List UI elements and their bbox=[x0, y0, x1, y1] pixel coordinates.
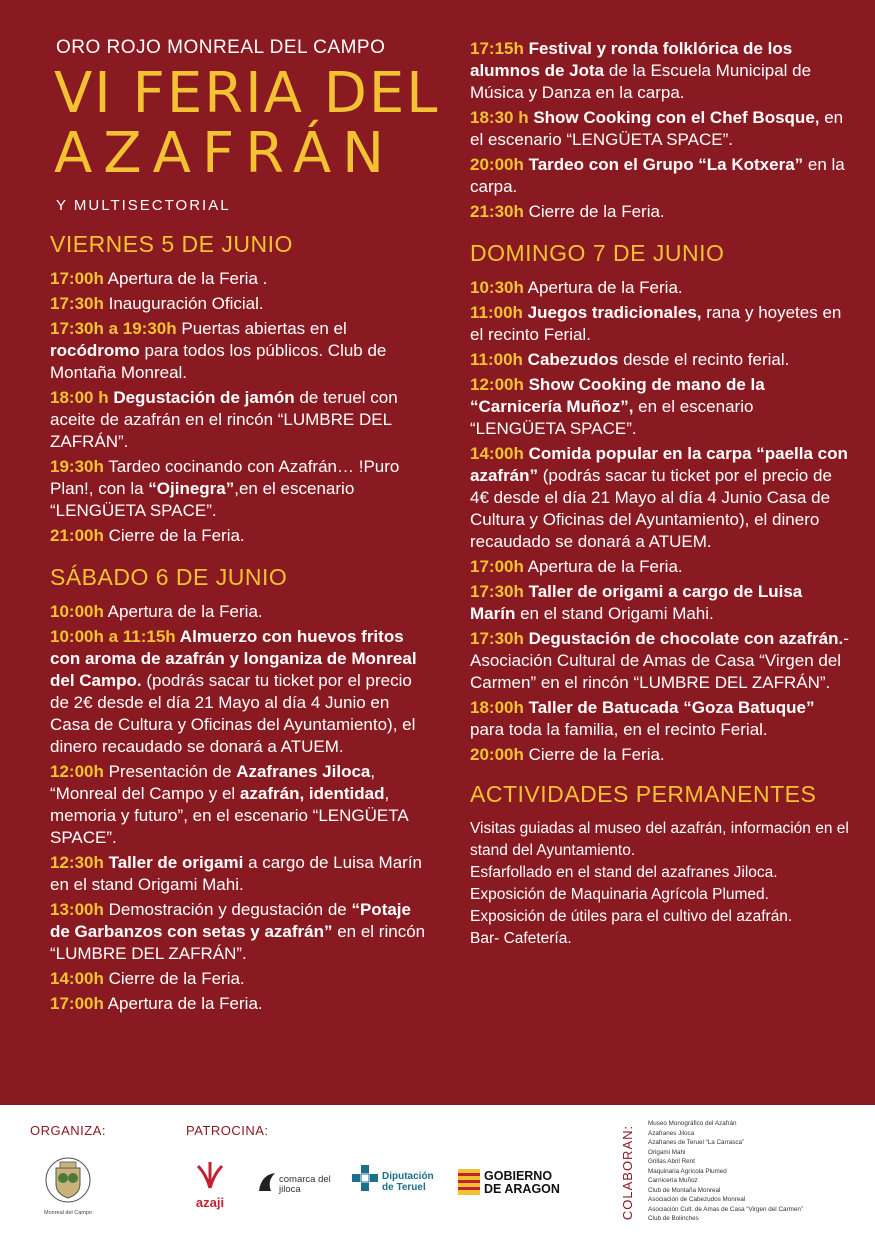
schedule-entry: 21:30h Cierre de la Feria. bbox=[470, 202, 665, 221]
permanent-item: Bar- Cafetería. bbox=[470, 930, 572, 947]
schedule-entry: 13:00h Demostración y degustación de “Potaje de Garbanzos con setas y azafrán” en el rincón “LUMBRE DEL ZAFRÁN”. bbox=[50, 900, 426, 963]
schedule-entry: 12:30h Taller de origami a cargo de Luisa Marín en el stand Origami Mahi. bbox=[50, 853, 422, 894]
schedule-entry: 18:00h Taller de Batucada “Goza Batuque” para toda la familia, en el recinto Ferial. bbox=[470, 698, 815, 739]
schedule-entry: 18:00 h Degustación de jamón de teruel con aceite de azafrán en el rincón “LUMBRE DEL ZAFRÁN”. bbox=[50, 388, 398, 451]
sponsors-footer bbox=[0, 1105, 875, 1241]
town-seal-logo: Monreal del Campo bbox=[38, 1150, 98, 1228]
collaborator-item: Asociación Cult. de Amas de Casa “Virgen del Carmen” bbox=[648, 1205, 803, 1213]
collaborator-item: Carnicería Muñoz bbox=[648, 1177, 698, 1184]
permanent-item: Visitas guiadas al museo del azafrán, información en el stand del Ayuntamiento. bbox=[470, 820, 849, 859]
permanent-heading: ACTIVIDADES PERMANENTES bbox=[470, 781, 817, 807]
collaborator-item: Asociación de Cabezudos Monreal bbox=[648, 1196, 746, 1203]
collaborator-item: Grillas Abril Rent bbox=[648, 1158, 695, 1165]
schedule-entry: 20:00h Cierre de la Feria. bbox=[470, 745, 665, 764]
collaborator-item: Club de Bolinches bbox=[648, 1215, 699, 1222]
collaborator-item: Museo Monográfico del Azafrán bbox=[648, 1120, 737, 1127]
schedule-entry: 21:00h Cierre de la Feria. bbox=[50, 526, 245, 545]
schedule-entry: 10:30h Apertura de la Feria. bbox=[470, 278, 683, 297]
patrocina-label: PATROCINA: bbox=[186, 1123, 269, 1138]
schedule-entry: 19:30h Tardeo cocinando con Azafrán… !Puro Plan!, con la “Ojinegra”,en el escenario “LENGÜETA SPACE”. bbox=[50, 457, 400, 520]
collaborator-item: Club de Montaña Monreal bbox=[648, 1186, 721, 1194]
schedule-left-column bbox=[50, 230, 430, 1018]
colaboran-label: COLABORAN: bbox=[620, 1124, 636, 1221]
event-tagline: Y MULTISECTORIAL bbox=[56, 197, 231, 214]
event-title-line1: VI FERIA DEL bbox=[54, 61, 440, 126]
schedule-entry: 10:00h a 11:15h Almuerzo con huevos fritos con aroma de azafrán y longaniza de Monreal del Campo. (podrás sacar tu ticket por el precio de 2€ desde el día 21 Mayo al día 4 Junio en Casa de Cultura y Oficinas del Ayuntamiento), el dinero recaudado se donará a ATUEM. bbox=[50, 627, 417, 756]
schedule-entry: 17:00h Apertura de la Feria. bbox=[50, 994, 263, 1013]
schedule-entry: 17:00h Apertura de la Feria. bbox=[470, 557, 683, 576]
permanent-item: Exposición de útiles para el cultivo del azafrán. bbox=[470, 908, 793, 925]
schedule-entry: 17:30h Taller de origami a cargo de Luisa Marín en el stand Origami Mahi. bbox=[470, 582, 803, 623]
schedule-entry: 11:00h Cabezudos desde el recinto ferial. bbox=[470, 350, 790, 369]
schedule-entry: 17:30h Degustación de chocolate con azafrán.- Asociación Cultural de Amas de Casa “Virgen del Carmen” en el rincón “LUMBRE DEL ZAFRÁN”. bbox=[470, 629, 849, 692]
diputacion-teruel-logo: Diputación de Teruel bbox=[352, 1165, 442, 1199]
schedule-entry: 12:00h Presentación de Azafranes Jiloca, “Monreal del Campo y el azafrán, identidad, memoria y futuro”, en el escenario “LENGÜETA SPACE”. bbox=[50, 762, 408, 847]
day-heading-friday: VIERNES 5 DE JUNIO bbox=[50, 231, 293, 257]
event-subtitle: ORO ROJO MONREAL DEL CAMPO bbox=[56, 37, 386, 58]
event-title-line2: AZAFRÁN bbox=[54, 121, 396, 186]
schedule-entry: 17:30h a 19:30h Puertas abiertas en el rocódromo para todos los públicos. Club de Montaña Monreal. bbox=[50, 319, 387, 382]
schedule-entry: 10:00h Apertura de la Feria. bbox=[50, 602, 263, 621]
schedule-right-column bbox=[470, 38, 850, 950]
day-heading-saturday: SÁBADO 6 DE JUNIO bbox=[50, 564, 288, 590]
collaborator-item: Maquinaria Agrícola Plumed bbox=[648, 1167, 727, 1175]
schedule-entry: 11:00h Juegos tradicionales, rana y hoyetes en el recinto Ferial. bbox=[470, 303, 842, 344]
day-heading-sunday: DOMINGO 7 DE JUNIO bbox=[470, 240, 725, 266]
collaborator-item: Azafranes Jiloca bbox=[648, 1129, 695, 1137]
permanent-item: Exposición de Maquinaria Agrícola Plumed. bbox=[470, 886, 769, 903]
collaborators-list bbox=[648, 1119, 858, 1224]
gobierno-aragon-logo: GOBIERNO DE ARAGON bbox=[458, 1169, 568, 1199]
schedule-entry: 20:00h Tardeo con el Grupo “La Kotxera” en la carpa. bbox=[470, 155, 845, 196]
schedule-entry: 17:15h Festival y ronda folklórica de los alumnos de Jota de la Escuela Municipal de Música y Danza en la carpa. bbox=[470, 39, 812, 102]
schedule-entry: 14:00h Comida popular en la carpa “paella con azafrán” (podrás sacar tu ticket por el precio de 4€ desde el día 21 Mayo al día 4 Junio Casa de Cultura y Oficinas del Ayuntamiento), el dinero recaudado se donará a ATUEM. bbox=[470, 444, 848, 551]
comarca-jiloca-logo: comarca del jiloca bbox=[257, 1171, 337, 1195]
azaji-logo: azaji bbox=[190, 1160, 230, 1210]
schedule-entry: 14:00h Cierre de la Feria. bbox=[50, 969, 245, 988]
schedule-entry: 18:30 h Show Cooking con el Chef Bosque, en el escenario “LENGÜETA SPACE”. bbox=[470, 108, 844, 149]
schedule-entry: 17:00h Apertura de la Feria . bbox=[50, 269, 268, 288]
schedule-entry: 12:00h Show Cooking de mano de la “Carnicería Muñoz”, en el escenario “LENGÜETA SPACE”. bbox=[470, 375, 765, 438]
schedule-entry: 17:30h Inauguración Oficial. bbox=[50, 294, 264, 313]
permanent-item: Esfarfollado en el stand del azafranes Jiloca. bbox=[470, 864, 778, 881]
organiza-label: ORGANIZA: bbox=[30, 1123, 107, 1138]
collaborator-item: Origami Mahi bbox=[648, 1148, 686, 1156]
collaborator-item: Azafranes de Teruel “La Carrasca” bbox=[648, 1139, 745, 1146]
permanent-list bbox=[470, 818, 850, 950]
